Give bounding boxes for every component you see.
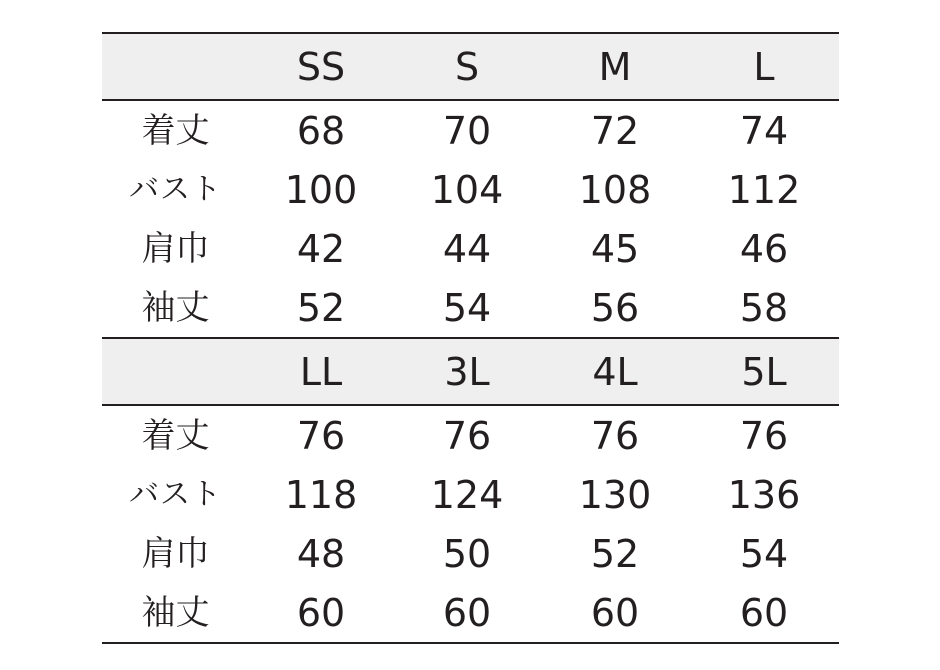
table-cell: 52 (590, 531, 640, 576)
table-cell: 60 (296, 590, 346, 635)
table-row (102, 278, 839, 337)
table-cell: 76 (590, 413, 640, 458)
header-blank-cell (102, 34, 249, 99)
table-cell: 42 (296, 226, 346, 271)
row-label: 着丈 (141, 415, 210, 456)
size-block-2 (102, 337, 839, 644)
table-cell: 70 (442, 108, 492, 153)
table-cell: 72 (590, 108, 640, 153)
table-cell: 76 (296, 413, 346, 458)
size-header-cell: 5L (741, 349, 787, 394)
table-cell: 76 (442, 413, 492, 458)
table-cell: 68 (296, 108, 346, 153)
table-cell: 60 (590, 590, 640, 635)
table-cell: 104 (430, 167, 504, 212)
table-cell: 124 (430, 472, 504, 517)
table-cell: 45 (590, 226, 640, 271)
table-row (102, 101, 839, 160)
table-cell: 46 (739, 226, 789, 271)
size-header-cell: 3L (444, 349, 490, 394)
table-cell: 76 (739, 413, 789, 458)
table-row (102, 406, 839, 465)
row-label: 袖丈 (141, 592, 210, 633)
header-blank-cell (102, 339, 249, 404)
size-header-cell: SS (296, 44, 346, 89)
size-header-cell: M (598, 44, 632, 89)
row-label: 肩巾 (141, 533, 210, 574)
table-cell: 136 (727, 472, 801, 517)
row-label: 袖丈 (141, 287, 210, 328)
size-block-1 (102, 32, 839, 337)
table-cell: 58 (739, 285, 789, 330)
table-row (102, 160, 839, 219)
size-header-cell: L (753, 44, 775, 89)
table-cell: 112 (727, 167, 801, 212)
table-cell: 74 (739, 108, 789, 153)
size-header-row (102, 32, 839, 101)
row-label: バスト (129, 476, 222, 512)
table-cell: 48 (296, 531, 346, 576)
table-cell: 60 (442, 590, 492, 635)
table-cell: 56 (590, 285, 640, 330)
table-cell: 44 (442, 226, 492, 271)
table-cell: 100 (284, 167, 358, 212)
row-label: バスト (129, 171, 222, 207)
row-label: 肩巾 (141, 228, 210, 269)
table-cell: 54 (739, 531, 789, 576)
table-row (102, 524, 839, 583)
table-cell: 52 (296, 285, 346, 330)
size-header-cell: S (454, 44, 480, 89)
size-chart-table (102, 32, 839, 644)
row-label: 着丈 (141, 110, 210, 151)
table-cell: 50 (442, 531, 492, 576)
table-row (102, 465, 839, 524)
size-header-cell: LL (299, 349, 343, 394)
table-row (102, 219, 839, 278)
table-cell: 108 (578, 167, 652, 212)
table-cell: 118 (284, 472, 358, 517)
table-row (102, 583, 839, 644)
table-cell: 54 (442, 285, 492, 330)
size-header-cell: 4L (592, 349, 638, 394)
size-header-row (102, 337, 839, 406)
table-cell: 60 (739, 590, 789, 635)
table-cell: 130 (578, 472, 652, 517)
